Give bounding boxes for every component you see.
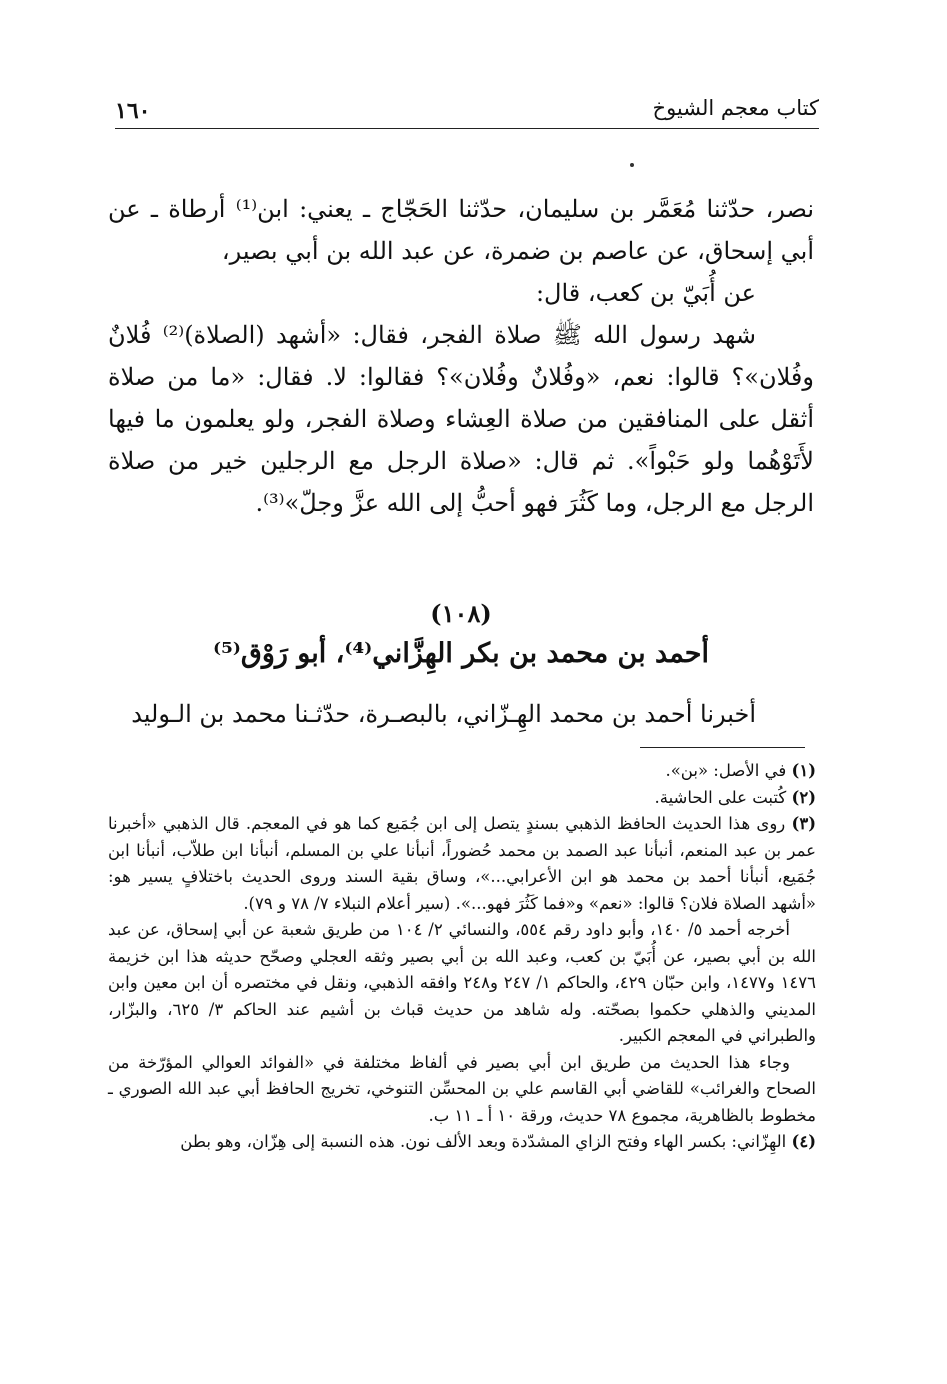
footnote [108, 785, 816, 812]
footnotes [108, 758, 816, 1156]
footnote-continuation [108, 917, 816, 1050]
paragraph: نصر، حدّثنا مُعَمَّر بن سليمان، حدّثنا الحَجّاج ـ يعني: ابن⁽¹⁾ أرطاة ـ عن أبي إسحاق، عن عاصم بن ضمرة، عن عبد الله بن أبي بصير، [108, 195, 815, 265]
entry-first-line: أخبرنا أحمد بن محمد الهِـزّاني، بالبصـرة، حدّثـنا محمد بن الـوليد [131, 700, 756, 728]
footnote-number: (٤) [791, 1132, 816, 1151]
main-text [108, 188, 814, 524]
entry-heading [108, 596, 814, 676]
footnote [108, 1129, 816, 1156]
footnote-number: (٢) [791, 787, 816, 807]
paragraph: عن أُبَيّ بن كعب، قال: [535, 279, 756, 307]
footnote [108, 811, 816, 917]
book-title: كتاب معجم الشيوخ [652, 96, 819, 120]
running-header [115, 94, 819, 129]
paragraph: شهد رسول الله ﷺ صلاة الفجر، فقال: «أشهد (الصلاة)⁽²⁾ فُلانٌ وفُلان»؟ قالوا: نعم، «وفُلانٌ وفُلان»؟ فقالوا: لا. فقال: «ما من صلاة أثقل على المنافقين من صلاة العِشاء وصلاة الفجر، ولو يعلمون ما فيها لأَتَوْهُما ولو حَبْواً». ثم قال: «صلاة الرجل مع الرجلين خير من صلاة الرجل مع الرجل، وما كَثُرَ فهو أحبُّ إلى الله عزَّ وجلّ»⁽³⁾. [108, 321, 814, 517]
ink-dot [630, 163, 634, 167]
footnote-number: (١) [791, 761, 816, 780]
entry-number: (١٠٨) [430, 599, 492, 628]
footnote-continuation [108, 1050, 816, 1130]
footnote [108, 758, 816, 785]
footnote-number: (٣) [791, 814, 817, 833]
entry-name: أحمد بن محمد بن بكر الهِزَّاني⁽⁴⁾، أبو رَوْق⁽⁵⁾ [212, 638, 710, 669]
footnote-text: أخرجه أحمد ٥/ ١٤٠، وأبو داود رقم ٥٥٤، والنسائي ٢/ ١٠٤ من طريق شعبة عن أبي إسحاق، عن عبد الله بن أبي بصير، عن أُبَيّ بن كعب، وعبد الله بن أبي بصير وثقه العجلي وصحّح حديثه هذا ابن خزيمة ١٤٧٦ و١٤٧٧، وابن حبّان ٤٢٩، والحاكم ١/ ٢٤٧ و٢٤٨ وافقه الذهبي، ونقل في مختصره أن ابن معين وابن المديني والذهلي حكموا بصحّته. وله شاهد من حديث قباث بن أشيم عند الحاكم ٣/ ٦٢٥، والبزّار، والطبراني في المعجم الكبير. [108, 920, 817, 1045]
footnote-separator [640, 747, 805, 748]
footnote-text: كُتبت على الحاشية. [654, 787, 787, 807]
footnote-text: وجاء هذا الحديث من طريق ابن أبي بصير في ألفاظ مختلفة في «الفوائد العوالي المؤرّخة من الصحاح والغرائب» للقاضي أبي القاسم علي بن المحسِّن التنوخي، تخريج الحافظ أبي عبد الله الصوري ـ مخطوط بالظاهرية، مجموع ٧٨ حديث، ورقة ١٠ أ ـ ١١ ب. [108, 1052, 816, 1125]
footnote-text: الهِزّاني: بكسر الهاء وفتح الزاي المشدّدة وبعد الألف نون. هذه النسبة إلى هِزّان، وهو بطن [180, 1132, 787, 1151]
footnote-text: روى هذا الحديث الحافظ الذهبي بسندٍ يتصل إلى ابن جُمَيع كما هو في المعجم. قال الذهبي «أخبرنا عمر بن عبد المنعم، أنبأنا عبد الصمد بن محمد حُضوراً، أنبأنا علي بن المسلم، أنبأنا ابن طلاّب، أنبأنا ابن جُمَيع، أنبأنا أحمد بن محمد هو ابن الأعرابي...»، وساق بقية السند وروى الحديث باختلافٍ يسير هو: «أشهد الصلاة فلان؟ قالوا: «نعم» و«فما كَثُرَ فهو...». (سير أعلام النبلاء ٧/ ٧٨ و ٧٩). [108, 814, 816, 913]
page-number: ١٦٠ [115, 98, 151, 124]
footnote-text: في الأصل: «بن». [665, 761, 787, 780]
